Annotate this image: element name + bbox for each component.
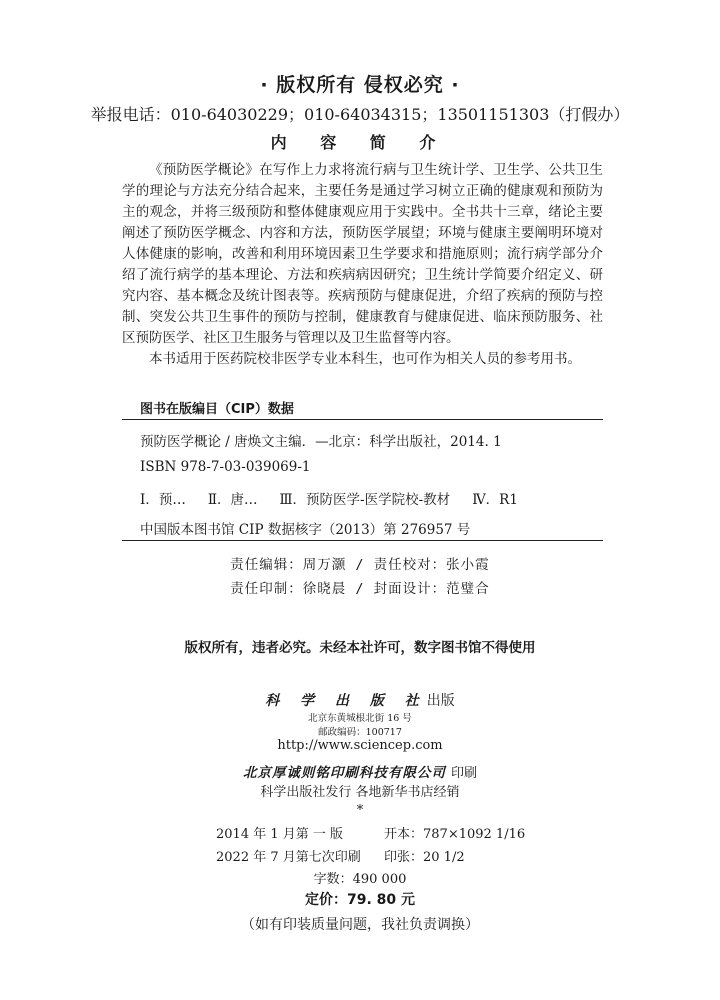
staff-line: 责任编辑：周万灏 / 责任校对：张小霞 xyxy=(230,557,490,573)
intro-body xyxy=(122,160,603,370)
publisher-address: 北京东黄城根北街 16 号 xyxy=(308,713,412,724)
classification-item: Ⅰ．预… xyxy=(140,492,186,508)
publisher-url: http://www.sciencep.com xyxy=(277,738,443,753)
publisher-postcode: 邮政编码：100717 xyxy=(318,727,402,738)
separator: * xyxy=(356,803,364,818)
spec-row xyxy=(216,846,465,865)
divider xyxy=(122,540,603,541)
publisher-line xyxy=(0,690,720,710)
classification-item: Ⅱ．唐… xyxy=(207,492,258,508)
price: 定价：79. 80 元 xyxy=(304,892,416,908)
word-count: 字数：490 000 xyxy=(313,872,407,887)
intro-paragraph: 《预防医学概论》在写作上力求将流行病与卫生统计学、卫生学、公共卫生学的理论与方法充分结合起来，主要任务是通过学习树立正确的健康观和预防为主的观念，并将三级预防和整体健康观应用于实践中。全书共十三章，绪论主要阐述了预防医学概念、内容和方法，预防医学展望；环境与健康主要阐明环境对人体健康的影响，改善和利用环境因素卫生学要求和措施原则；流行病学部分介绍了流行病学的基本理论、方法和疾病病因研究；卫生统计学简要介绍定义、研究内容、基本概念及统计图表等。疾病预防与健康促进，介绍了疾病的预防与控制、突发公共卫生事件的预防与控制，健康教育与健康促进、临床预防服务、社区预防医学、社区卫生服务与管理以及卫生监督等内容。 xyxy=(122,162,603,346)
intro-title: 内 容 简 介 xyxy=(270,133,450,152)
copyright-title: · 版权所有 侵权必究 · xyxy=(260,74,460,96)
spec-row xyxy=(216,823,526,842)
print-sheets: 印张：20 1/2 xyxy=(384,850,465,865)
print-date: 2022 年 7 月第七次印刷 xyxy=(216,850,361,865)
staff-line: 责任印制：徐晓晨 / 封面设计：范璧合 xyxy=(230,581,490,597)
cip-header: 图书在版编目（CIP）数据 xyxy=(140,402,294,417)
format-size: 开本：787×1092 1/16 xyxy=(384,827,526,842)
intro-paragraph: 本书适用于医药院校非医学专业本科生，也可作为相关人员的参考用书。 xyxy=(149,351,581,367)
printer-suffix: 印刷 xyxy=(451,766,478,781)
copyright-notice: 版权所有，违者必究。未经本社许可，数字图书馆不得使用 xyxy=(184,640,536,656)
distribution: 科学出版社发行 各地新华书店经销 xyxy=(260,785,460,800)
cip-entry: 预防医学概论 / 唐焕文主编．—北京：科学出版社，2014. 1 xyxy=(140,434,502,450)
classification-item: Ⅳ．R1 xyxy=(472,492,518,508)
report-hotline: 举报电话：010-64030229；010-64034315；13501151303（打假办） xyxy=(90,105,630,124)
edition-date: 2014 年 1 月第 一 版 xyxy=(216,827,344,842)
divider xyxy=(122,419,603,420)
isbn: ISBN 978-7-03-039069-1 xyxy=(140,459,311,475)
cip-classification xyxy=(140,488,540,508)
publisher-suffix: 出版 xyxy=(426,693,455,709)
publisher-name: 科 学 出 版 社 xyxy=(265,693,427,709)
printer-name: 北京厚诚则铭印刷科技有限公司 xyxy=(242,765,446,781)
cip-number: 中国版本图书馆 CIP 数据核字（2013）第 276957 号 xyxy=(140,522,471,538)
printer-line xyxy=(0,761,720,781)
quality-note: （如有印装质量问题，我社负责调换） xyxy=(241,917,479,933)
classification-item: Ⅲ．预防医学-医学院校-教材 xyxy=(279,492,451,508)
